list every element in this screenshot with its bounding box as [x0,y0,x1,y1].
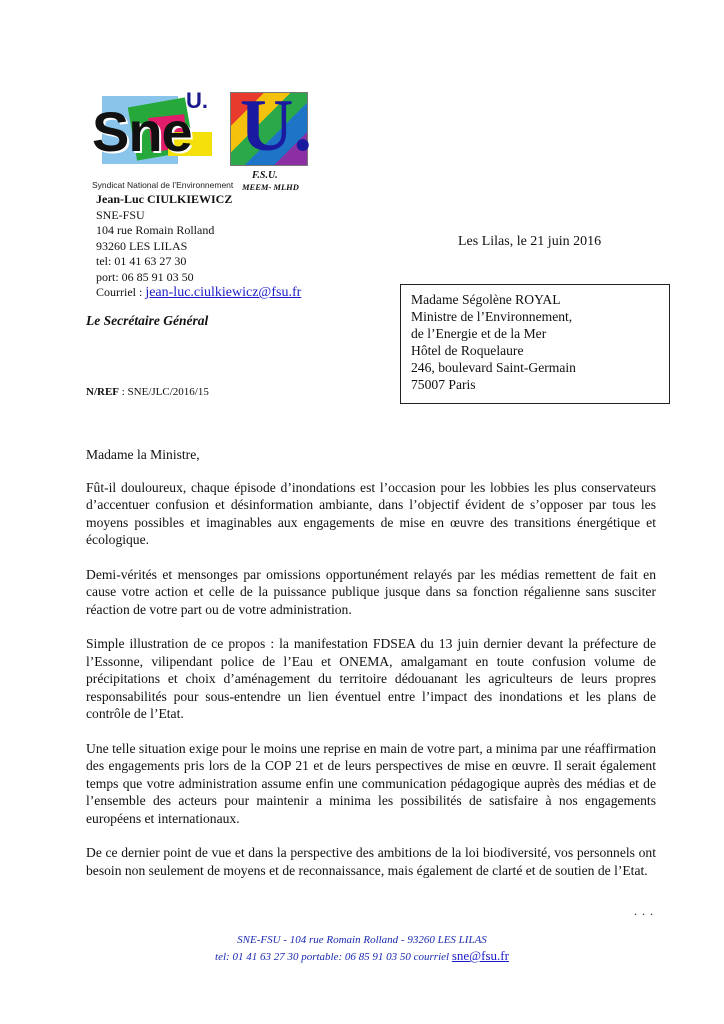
fsu-logo [230,85,312,192]
footer-address: SNE-FSU - 104 rue Romain Rolland - 93260 LES LILAS [237,934,487,946]
footer-email-link[interactable]: sne@fsu.fr [451,948,509,963]
sender-block [96,192,301,301]
reference-label: N/REF [86,386,119,398]
recipient-line: Hôtel de Roquelaure [411,343,524,358]
recipient-address-box [400,284,670,404]
body-paragraph: Demi-vérités et mensonges par omissions opportunément relayés par les médias remettent de fait en cause votre action et celle de la puissance publique jusque dans sa fonction régalienne sans susciter réaction de votre part ou de votre administration. [86,566,656,617]
continuation-mark: . . . [634,904,654,918]
fsu-logo-letter: U. [240,85,312,167]
sne-logo-u: U. [186,88,208,113]
sender-city: 93260 LES LILAS [96,238,188,253]
sender-org: SNE-FSU [96,207,145,222]
sender-role: Le Secrétaire Général [86,313,209,328]
sender-port: port: 06 85 91 03 50 [96,269,194,284]
sender-email-line [96,285,301,301]
salutation: Madame la Ministre, [86,447,200,462]
recipient-line: 246, boulevard Saint-Germain [411,360,576,375]
sender-street: 104 rue Romain Rolland [96,223,215,237]
fsu-logo-name: F.S.U. [252,170,278,181]
sender-email-link[interactable]: jean-luc.ciulkiewicz@fsu.fr [145,285,302,300]
recipient-line: Ministre de l’Environnement, [411,309,573,324]
body-paragraph: De ce dernier point de vue et dans la perspective des ambitions de la loi biodiversité, vos personnels ont besoin non seulement de moyens et de reconnaissance, mais également de clarté et de soutien de l’Etat. [86,845,656,878]
sne-logo [92,88,234,190]
recipient-line: de l’Energie et de la Mer [411,326,547,341]
body-paragraph: Une telle situation exige pour le moins une reprise en main de votre part, a minima par une réaffirmation des engagements pris lors de la COP 21 et de leurs perspectives de mise en œuvre. Il serait également temps que votre administration assume enfin une communication pédagogique auprès des médias et de l’ensemble des acteurs pour maintenir a minima les possibilités de satisfaire à nos engagements européens et internationaux. [86,740,656,826]
letter-body [86,446,656,896]
sender-name: Jean-Luc CIULKIEWICZ [96,192,233,206]
body-paragraph: Fût-il douloureux, chaque épisode d’inondations est l’occasion pour les lobbies les plus conservateurs d’accentuer confusion et désinformation ambiante, dans l’objectif évident de s’opposer par tous les moyens possibles et imaginables aux engagements de mise en œuvre des transitions énergétique et écologique. [86,479,656,547]
reference-value: : SNE/JLC/2016/15 [119,386,209,398]
sender-tel: tel: 01 41 63 27 30 [96,254,187,268]
body-paragraph: Simple illustration de ce propos : la manifestation FDSEA du 13 juin dernier devant la préfecture de l’Essonne, vilipendant police de l’Eau et ONEMA, amalgamant en toute confusion volume de précipitations et choix d’aménagement du territoire dédouanant les agriculteurs de leurs propres responsabilités pour sous-entendre un lien éventuel entre l’impact des inondations et les plans de contrôle de l’Etat. [86,636,656,721]
sne-logo-caption: Syndicat National de l’Environnement [92,180,234,190]
footer-phones: tel: 01 41 63 27 30 portable: 06 85 91 03 50 courriel [215,951,452,963]
page-footer [0,932,724,965]
sne-logo-text: Sne [92,100,192,163]
recipient-line: Madame Ségolène ROYAL [411,292,561,307]
footer-contact-line [0,948,724,965]
reference [86,386,209,398]
letter-date: Les Lilas, le 21 juin 2016 [458,234,602,249]
fsu-logo-subtitle: MEEM- MLHD [242,182,299,192]
recipient-line: 75007 Paris [411,377,476,392]
sender-email-label: Courriel : [96,285,146,299]
